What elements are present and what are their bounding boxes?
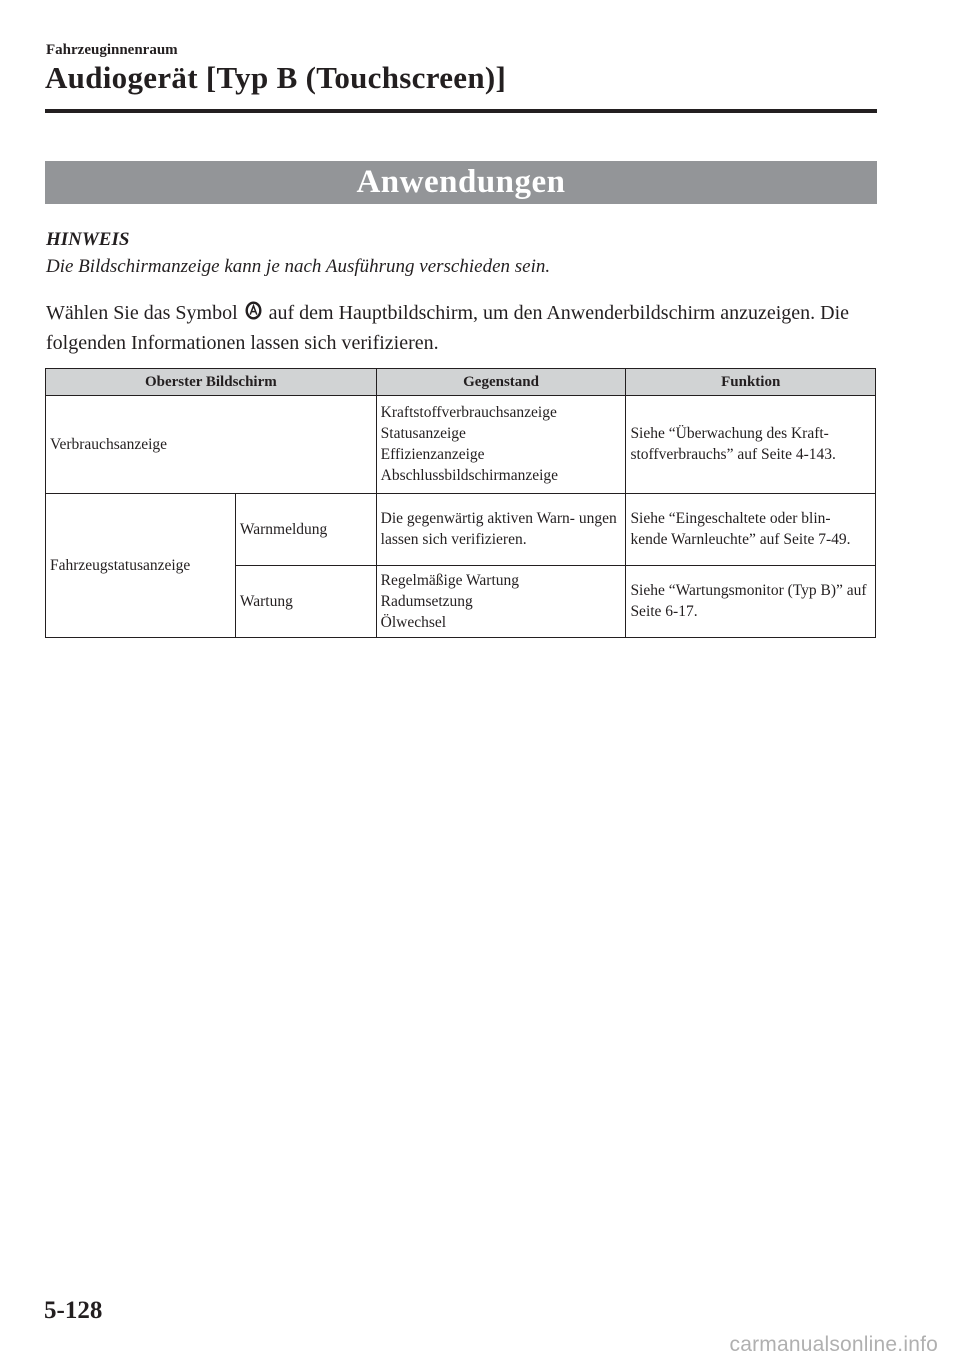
cell-items <box>376 396 626 494</box>
list-item: Kraftstoffverbrauchsanzeige <box>380 404 557 421</box>
list-item: Effizienzanzeige <box>380 446 485 463</box>
cell-top-screen: Fahrzeugstatusanzeige <box>46 494 236 638</box>
list-item: Abschlussbildschirmanzeige <box>380 467 559 484</box>
watermark: carmanualsonline.info <box>729 1333 938 1356</box>
intro-text-before: Wählen Sie das Symbol <box>46 302 238 324</box>
cell-function: Siehe “Wartungsmonitor (Typ B)” auf Seite 6-17. <box>626 566 876 638</box>
note-text: Die Bildschirmanzeige kann je nach Ausführung verschieden sein. <box>46 256 551 277</box>
applications-table <box>45 368 876 638</box>
cell-item: Warnmeldung <box>235 494 376 566</box>
page-number: 5-128 <box>44 1297 103 1324</box>
intro-text-after: auf dem Hauptbildschirm, um den Anwenderbildschirm anzuzeigen. Die folgenden Informationen lassen sich verifizieren. <box>46 302 850 354</box>
cell-details <box>376 566 626 638</box>
cell-detail: Die gegenwärtig aktiven Warn- ungen lassen sich verifizieren. <box>376 494 626 566</box>
intro-paragraph <box>46 299 866 358</box>
cell-item: Wartung <box>235 566 376 638</box>
cell-top-screen: Verbrauchsanzeige <box>46 396 377 494</box>
cell-function: Siehe “Überwachung des Kraft- stoffverbrauchs” auf Seite 4-143. <box>626 396 876 494</box>
table-header-row <box>46 369 876 396</box>
section-banner: Anwendungen <box>45 161 877 204</box>
table-row <box>46 396 876 494</box>
column-header-item: Gegenstand <box>376 369 626 396</box>
page-title: Audiogerät [Typ B (Touchscreen)] <box>45 60 507 95</box>
column-header-function: Funktion <box>626 369 876 396</box>
column-header-top-screen: Oberster Bildschirm <box>46 369 377 396</box>
section-label: Fahrzeuginnenraum <box>46 42 178 58</box>
title-rule <box>45 109 877 113</box>
note-heading: HINWEIS <box>46 229 130 250</box>
table-row <box>46 494 876 566</box>
list-item: Statusanzeige <box>380 425 466 442</box>
list-item: Radumsetzung <box>380 592 473 610</box>
list-item: Regelmäßige Wartung <box>380 571 520 589</box>
list-item: Ölwechsel <box>380 613 447 631</box>
applications-icon <box>245 300 262 329</box>
cell-function: Siehe “Eingeschaltete oder blin- kende Warnleuchte” auf Seite 7-49. <box>626 494 876 566</box>
